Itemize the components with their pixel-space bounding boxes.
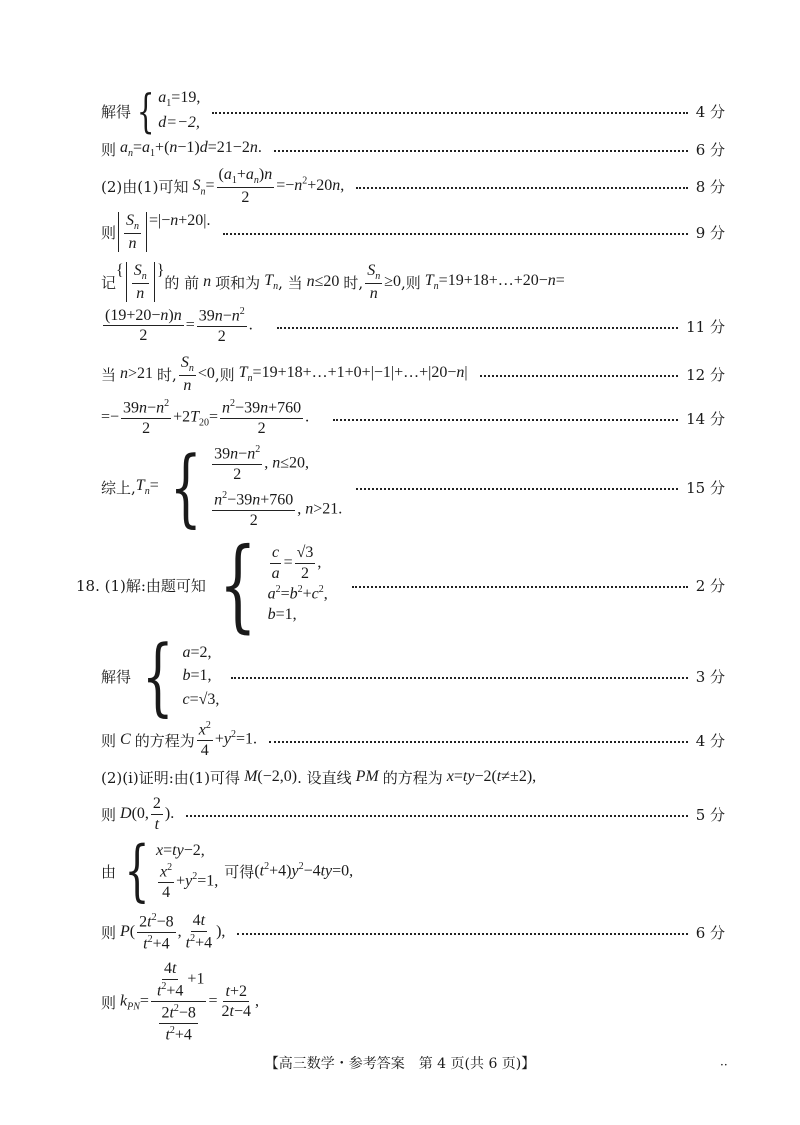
solution-line-8 xyxy=(101,398,725,438)
formula: $\frac{S_n}{n}$ =|−n+20|. xyxy=(116,212,210,253)
score: 6 分 xyxy=(695,140,725,159)
solution-line-6 xyxy=(101,306,725,346)
score: 11 分 xyxy=(686,317,725,336)
dot-leader xyxy=(237,933,687,935)
score: 3 分 xyxy=(695,667,725,686)
formula: $a_n=a_1+(n-1)d=21-2n$. xyxy=(120,138,262,160)
brace-symbol: { xyxy=(124,832,150,909)
score: 9 分 xyxy=(695,223,725,242)
score: 4 分 xyxy=(695,731,725,750)
dot-leader xyxy=(277,327,678,329)
dot-leader xyxy=(231,677,687,679)
solution-line-11: 解得 { a=2, b=1, c=√3, 3 分 xyxy=(101,627,725,725)
score: 14 分 xyxy=(686,409,725,428)
solution-line-16: 则 P( $\frac{2t^2-8}{t^2+4}$ , $\frac{4t}{t^2+4}$ ), 6 分 xyxy=(101,911,725,952)
dot-leader xyxy=(274,150,688,152)
dot-leader xyxy=(212,112,687,114)
solution-line-4: 则 $\frac{S_n}{n}$ =|−n+20|. 9 分 xyxy=(101,211,725,252)
solution-line-3: (2)由(1)可知 $S_n=$ $\frac{(a_1+a_n)n}{2}$ $=-n^2+20n$, 8 分 xyxy=(101,165,725,206)
solution-line-13: (2)(ⅰ)证明:由(1)可得 M(−2,0) . 设直线 PM 的方程为 x=ty−2(t≠±2), xyxy=(101,768,537,787)
dot-leader xyxy=(352,586,688,588)
formula: $\frac{(19+20-n)n}{2}$ = $\frac{39n-n^2}{2}$ . xyxy=(105,306,253,346)
equation-system: $a_1=19$, d=−2, xyxy=(158,88,201,132)
piecewise: $\frac{39n-n^2}{2}$ , n≤20, $\frac{n^2-39n+760}{2}$ , n>21. xyxy=(214,444,343,529)
label: 解得 xyxy=(101,102,132,121)
dot-leader xyxy=(333,419,678,421)
score: 15 分 xyxy=(686,478,725,497)
dot-leader xyxy=(269,741,688,743)
brace-symbol: { xyxy=(141,627,174,725)
solution-line-17: 则 $k_{PN}=$ $\frac{4t}{t^2+4}$ +1 $\frac{2t^2-8}{t^2+4}$ = $\frac{t+2}{2t-4}$ , xyxy=(101,960,259,1044)
solution-line-10: 18. (1)解:由题可知 { $\frac{c}{a}$ = $\frac{√3}{2}$ , $a^2=b^2+c^2$, b=1, 2 分 xyxy=(76,526,725,643)
formula: =− $\frac{39n-n^2}{2}$ $+2T_{20}=$ $\frac{n^2-39n+760}{2}$ . xyxy=(101,398,310,438)
dot-leader xyxy=(223,233,688,235)
brace-symbol: { xyxy=(169,438,202,536)
dot-leader xyxy=(480,375,679,377)
solution-line-5: 记 { $\frac{S_n}{n}$ } 的 前 n 项和为 $T_n$ , 当 n≤20 时, $\frac{S_n}{n}$ ≥0 ,则 $T_n=19+18+\dots+20-n=$ xyxy=(101,261,565,302)
solution-line-14: 则 D(0, $\frac{2}{t}$ ). 5 分 xyxy=(101,794,725,833)
score: 4 分 xyxy=(695,102,725,121)
solution-line-1 xyxy=(101,84,725,138)
solution-line-15: 由 { x=ty−2, $\frac{x^2}{4}$ $+y^2=1$, 可得 $(t^2+4)y^2-4ty=0$, xyxy=(101,832,354,909)
dot-leader xyxy=(356,187,687,189)
page-footer: 【高三数学・参考答案 第 4 页(共 6 页)】 xyxy=(264,1056,536,1072)
solution-line-12: 则 C 的方程为 $\frac{x^2}{4}$ $+y^2=1$. 4 分 xyxy=(101,720,725,760)
equation-system: x=ty−2, $\frac{x^2}{4}$ $+y^2=1$, xyxy=(156,841,219,901)
equation-system: $\frac{c}{a}$ = $\frac{√3}{2}$ , $a^2=b^2+c^2$, b=1, xyxy=(267,544,328,623)
solution-line-2: 则 $a_n=a_1+(n-1)d=21-2n$. 6 分 xyxy=(101,138,725,160)
score: 6 分 xyxy=(695,923,725,942)
brace-symbol: { xyxy=(218,526,257,643)
solution-line-7: 当 n>21 时, $\frac{S_n}{n}$ <0 ,则 $T_n=19+18+\dots+1+0+|-1|+\dots+|20-n|$ 12 分 xyxy=(101,353,725,394)
score: 12 分 xyxy=(686,365,725,384)
footer-mark: ·· xyxy=(720,1058,728,1072)
brace-symbol: { xyxy=(136,84,155,138)
formula: { $\frac{S_n}{n}$ } xyxy=(116,261,165,302)
score: 5 分 xyxy=(695,805,725,824)
formula: $S_n=$ $\frac{(a_1+a_n)n}{2}$ $=-n^2+20n$, xyxy=(192,165,345,206)
score: 8 分 xyxy=(695,177,725,196)
equation-system: a=2, b=1, c=√3, xyxy=(182,644,220,708)
dot-leader xyxy=(356,488,678,490)
score: 2 分 xyxy=(695,576,725,595)
solution-line-9: 综上, $T_n=$ { $\frac{39n-n^2}{2}$ , n≤20, $\frac{n^2-39n+760}{2}$ , n>21. 15 分 xyxy=(101,438,725,536)
dot-leader xyxy=(186,815,687,817)
